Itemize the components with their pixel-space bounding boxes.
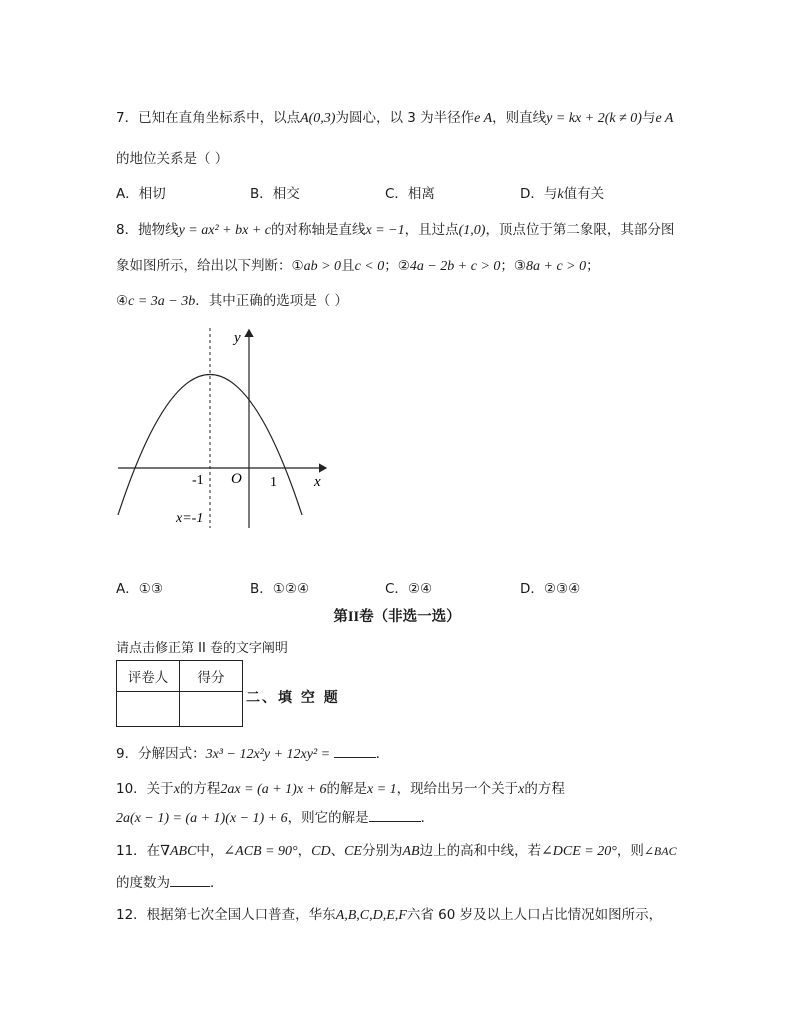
y-axis-label: y — [234, 330, 241, 346]
parabola-graph — [110, 322, 340, 532]
section-heading: 二、填 空 题 — [246, 690, 340, 706]
q8-line3: ④c = 3a − 3b．其中正确的选项是（ ） — [116, 293, 349, 309]
q8-option-d[interactable]: D．②③④ — [520, 581, 581, 597]
symmetry-axis-label: x=-1 — [176, 511, 204, 526]
q10-answer-blank[interactable] — [369, 809, 421, 822]
score-header: 得分 — [180, 661, 243, 692]
tick-label-neg-one: -1 — [192, 473, 204, 488]
q9-line: 9．分解因式：3x³ − 12x²y + 12xy² = ． — [116, 746, 390, 762]
q8-option-b[interactable]: B．①②④ — [250, 581, 310, 597]
q11-line2: 的度数为 ． — [116, 875, 224, 891]
q10-line1: 10．关于x的方程2ax = (a + 1)x + 6的解是x = 1，现给出另一个关于x的方程 — [116, 781, 565, 797]
q7-line-equation: y = kx + 2(k ≠ 0) — [546, 111, 642, 126]
grader-cell[interactable] — [117, 692, 180, 727]
q9-answer-blank[interactable] — [334, 745, 376, 758]
q7-point: A(0,3) — [300, 111, 336, 126]
q7-option-a[interactable]: A．相切 — [116, 186, 166, 202]
q11-line1: 11．在∇ABC中，∠ACB = 90°，CD、CE分别为AB边上的高和中线，若∠DCE = 20°，则∠BAC — [116, 843, 677, 859]
part2-title: 第II卷（非选一选） — [333, 609, 461, 625]
tick-label-one: 1 — [270, 475, 277, 490]
q11-answer-blank[interactable] — [170, 874, 210, 887]
origin-label: O — [231, 471, 242, 487]
q8-line1: 8．抛物线y = ax² + bx + c的对称轴是直线x = −1，且过点(1,0)，顶点位于第二象限，其部分图 — [116, 222, 675, 238]
q8-line2: 象如图所示，给出以下判断：①ab > 0且c < 0；②4a − 2b + c > 0；③8a + c > 0； — [116, 258, 600, 274]
grader-header: 评卷人 — [117, 661, 180, 692]
q7-line2: 的地位关系是（ ） — [116, 151, 229, 167]
q7-option-c[interactable]: C．相离 — [385, 186, 435, 202]
q10-line2: 2a(x − 1) = (a + 1)(x − 1) + 6，则它的解是 ． — [116, 810, 435, 826]
q7-option-d[interactable]: D．与k值有关 — [520, 186, 605, 202]
q7-option-b[interactable]: B．相交 — [250, 186, 300, 202]
q8-option-c[interactable]: C．②④ — [385, 581, 433, 597]
part2-note: 请点击修正第 II 卷的文字阐明 — [116, 641, 288, 656]
x-axis-label: x — [314, 474, 321, 490]
score-table — [116, 660, 243, 727]
q12-line: 12．根据第七次全国人口普查，华东A,B,C,D,E,F六省 60 岁及以上人口占比情况如图所示， — [116, 907, 663, 923]
q7-line1: 7．已知在直角坐标系中，以点A(0,3)为圆心，以 3 为半径作e A，则直线y = kx + 2(k ≠ 0)与e A — [116, 110, 674, 126]
q8-option-a[interactable]: A．①③ — [116, 581, 163, 597]
score-cell[interactable] — [180, 692, 243, 727]
